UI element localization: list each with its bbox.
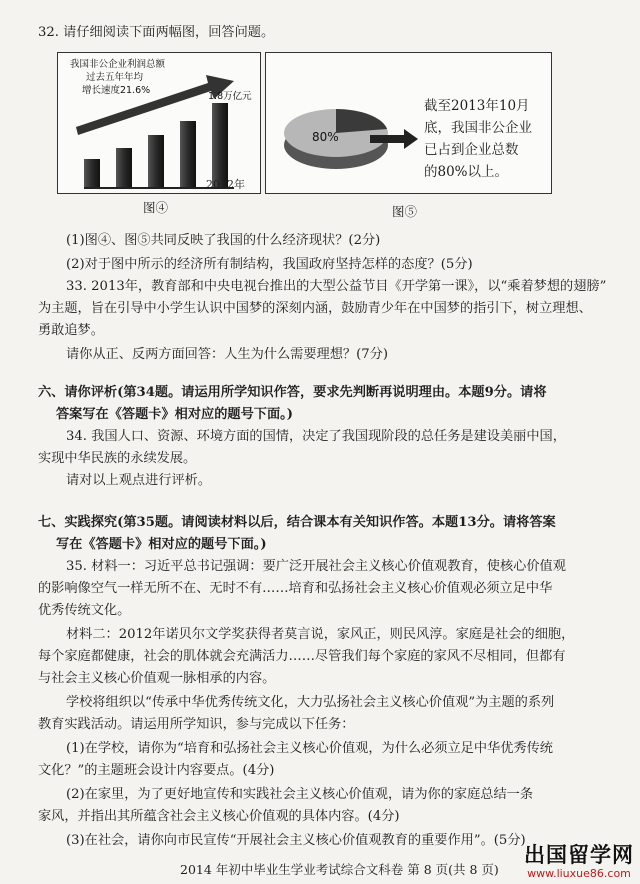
q33-line2: 为主题，旨在引导中小学生认识中国梦的深刻内涵，鼓励青少年在中国梦的指引下，树立理想、 (38, 301, 592, 316)
fig5-note-1: 截至2013年10月 (424, 98, 530, 114)
activity-line1: 学校将组织以“传承中华优秀传统文化，大力弘扬社会主义核心价值观”为主题的系列 (66, 695, 555, 710)
bar-3 (148, 135, 164, 187)
figure-4-bar-chart (57, 52, 261, 194)
watermark-brand: 出国留学网 (524, 843, 634, 867)
q32-title: 32. 请仔细阅读下面两幅图，回答问题。 (38, 25, 275, 40)
m2-line2: 每个家庭都健康，社会的肌体就会充满活力……尽管我们每个家庭的家风不尽相同，但都有 (38, 649, 566, 664)
q32-sub2: (2)对于图中所示的经济所有制结构，我国政府坚持怎样的态度？(5分) (66, 257, 473, 272)
m1-line2: 的影响像空气一样无所不在、无时不有……培育和弘扬社会主义核心价值观必须立足中华 (38, 581, 553, 596)
fig4-year: 2012年 (206, 178, 245, 191)
fig5-note-3: 已占到企业总数 (424, 142, 519, 158)
m1-line1: 35. 材料一：习近平总书记强调：要广泛开展社会主义核心价值观教育，使核心价值观 (66, 559, 566, 574)
fig4-value-label: 1.8万亿元 (208, 91, 252, 102)
pie-label: 80% (312, 130, 339, 144)
fig4-label-1: 我国非公企业利润总额 (70, 59, 166, 70)
q34-line2: 实现中华民族的永续发展。 (38, 451, 197, 466)
q33-ask: 请你从正、反两方面回答：人生为什么需要理想？(7分) (66, 347, 388, 362)
q33-line1: 33. 2013年，教育部和中央电视台推出的大型公益节目《开学第一课》，以“乘着梦想的翅膀” (66, 279, 607, 294)
task3: (3)在社会，请你向市民宣传“开展社会主义核心价值观教育的重要作用”。(5分) (66, 833, 526, 848)
q32-sub1: (1)图④、图⑤共同反映了我国的什么经济现状？(2分) (66, 233, 381, 248)
fig4-label-2: 过去五年年均 (86, 72, 144, 83)
fig4-label-3: 增长速度21.6% (82, 85, 151, 96)
watermark-logo (524, 839, 634, 880)
m2-line1: 材料二：2012年诺贝尔文学奖获得者莫言说，家风正，则民风淳。家庭是社会的细胞， (66, 627, 575, 642)
activity-line2: 教育实践活动。请运用所学知识，参与完成以下任务： (38, 717, 355, 732)
bar-4 (180, 121, 196, 187)
task1-line1: (1)在学校，请你为“培育和弘扬社会主义核心价值观，为什么必须立足中华优秀传统 (66, 741, 553, 756)
bar-2 (116, 148, 132, 187)
q33-line3: 勇敢追梦。 (38, 323, 104, 338)
sec7-heading-2: 写在《答题卡》相对应的题号下面。) (56, 537, 267, 552)
watermark-url: www.liuxue86.com (527, 867, 631, 880)
sec6-heading-2: 答案写在《答题卡》相对应的题号下面。) (56, 407, 294, 422)
task1-line2: 文化？”的主题班会设计内容要点。(4分) (38, 763, 275, 778)
fig5-note-2: 底，我国非公企业 (424, 120, 532, 136)
task2-line1: (2)在家里，为了更好地宣传和实践社会主义核心价值观，请为你的家庭总结一条 (66, 787, 534, 802)
fig4-caption: 图④ (143, 200, 169, 215)
sec6-heading-1: 六、请你评析(第34题。请运用所学知识作答，要求先判断再说明理由。本题9分。请将 (38, 385, 547, 400)
bar-1 (84, 159, 100, 187)
page-footer: 2014 年初中毕业生学业考试综合文科卷 第 8 页(共 8 页) (180, 862, 499, 877)
fig5-caption: 图⑤ (392, 204, 418, 219)
m2-line3: 与社会主义核心价值观一脉相承的内容。 (38, 671, 276, 686)
pie-minor-slice (336, 109, 387, 133)
task2-line2: 家风，并指出其所蕴含社会主义核心价值观的具体内容。(4分) (38, 809, 400, 824)
sec7-heading-1: 七、实践探究(第35题。请阅读材料以后，结合课本有关知识作答。本题13分。请将答案 (38, 515, 556, 530)
fig5-note-4: 的80%以上。 (424, 164, 509, 180)
m1-line3: 优秀传统文化。 (38, 603, 131, 618)
figure-4-svg (58, 53, 260, 193)
bar-5 (212, 103, 228, 187)
q34-ask: 请对以上观点进行评析。 (66, 473, 212, 488)
trend-arrow (76, 75, 234, 135)
q34-line1: 34. 我国人口、资源、环境方面的国情，决定了我国现阶段的总任务是建设美丽中国， (66, 429, 566, 444)
